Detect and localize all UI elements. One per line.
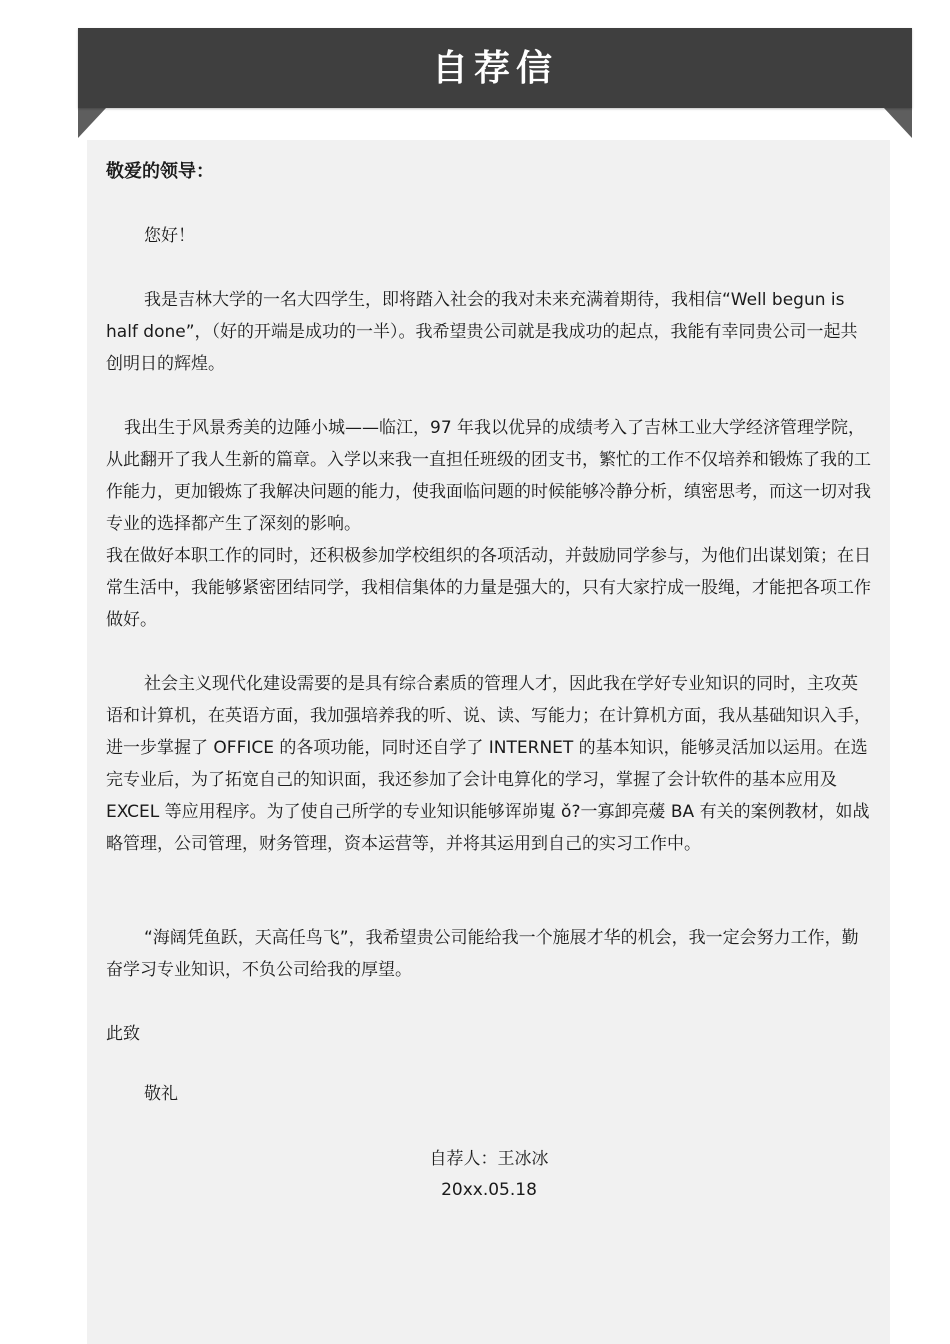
page-title: 自荐信 (78, 28, 912, 108)
salutation: 敬爱的领导： (106, 161, 214, 182)
date: 20xx.05.18 (441, 1180, 537, 1200)
banner-fold-right (884, 108, 912, 138)
paragraph-intro: 我是吉林大学的一名大四学生，即将踏入社会的我对未来充满着期待，我相信“Well begun is half done”，（好的开端是成功的一半）。我希望贵公司就是我成功的起点，我能有幸同贵公司一起共创明日的辉煌。 (106, 290, 858, 374)
regards: 敬礼 (144, 1084, 178, 1104)
paragraph-activities: 我在做好本职工作的同时，还积极参加学校组织的各项活动，并鼓励同学参与，为他们出谋划策；在日常生活中，我能够紧密团结同学，我相信集体的力量是强大的，只有大家拧成一股绳，才能把各项工作做好。 (106, 546, 871, 630)
signature: 自荐人：王冰冰 (429, 1149, 549, 1169)
greeting: 您好！ (144, 226, 195, 246)
paragraph-closing-wish: “海阔凭鱼跃，天高任鸟飞”，我希望贵公司能给我一个施展才华的机会，我一定会努力工作，勤奋学习专业知识，不负公司给我的厚望。 (106, 928, 859, 980)
closing: 此致 (106, 1024, 140, 1044)
paragraph-skills: 社会主义现代化建设需要的是具有综合素质的管理人才，因此我在学好专业知识的同时，主攻英语和计算机，在英语方面，我加强培养我的听、说、读、写能力；在计算机方面，我从基础知识入手，进一步掌握了 OFFICE 的各项功能，同时还自学了 INTERNET 的基本知识，能够灵活加以运用。在选完专业后，为了拓宽自己的知识面，我还参加了会计电算化的学习，掌握了会计软件的基本应用及 EXCEL 等应用程序。为了使自己所学的专业知识能够诨峁嵬 ǒ?一寡卸亮蕿 BA 有关的案例教材，如战略管理，公司管理，财务管理，资本运营等，并将其运用到自己的实习工作中。 (106, 674, 871, 854)
banner-fold-left (78, 108, 106, 138)
paragraph-background: 我出生于风景秀美的边陲小城——临江，97 年我以优异的成绩考入了吉林工业大学经济管理学院，从此翻开了我人生新的篇章。入学以来我一直担任班级的团支书，繁忙的工作不仅培养和锻炼了我的工作能力，更加锻炼了我解决问题的能力，使我面临问题的时候能够冷静分析，缜密思考，而这一切对我专业的选择都产生了深刻的影响。 (106, 418, 871, 534)
